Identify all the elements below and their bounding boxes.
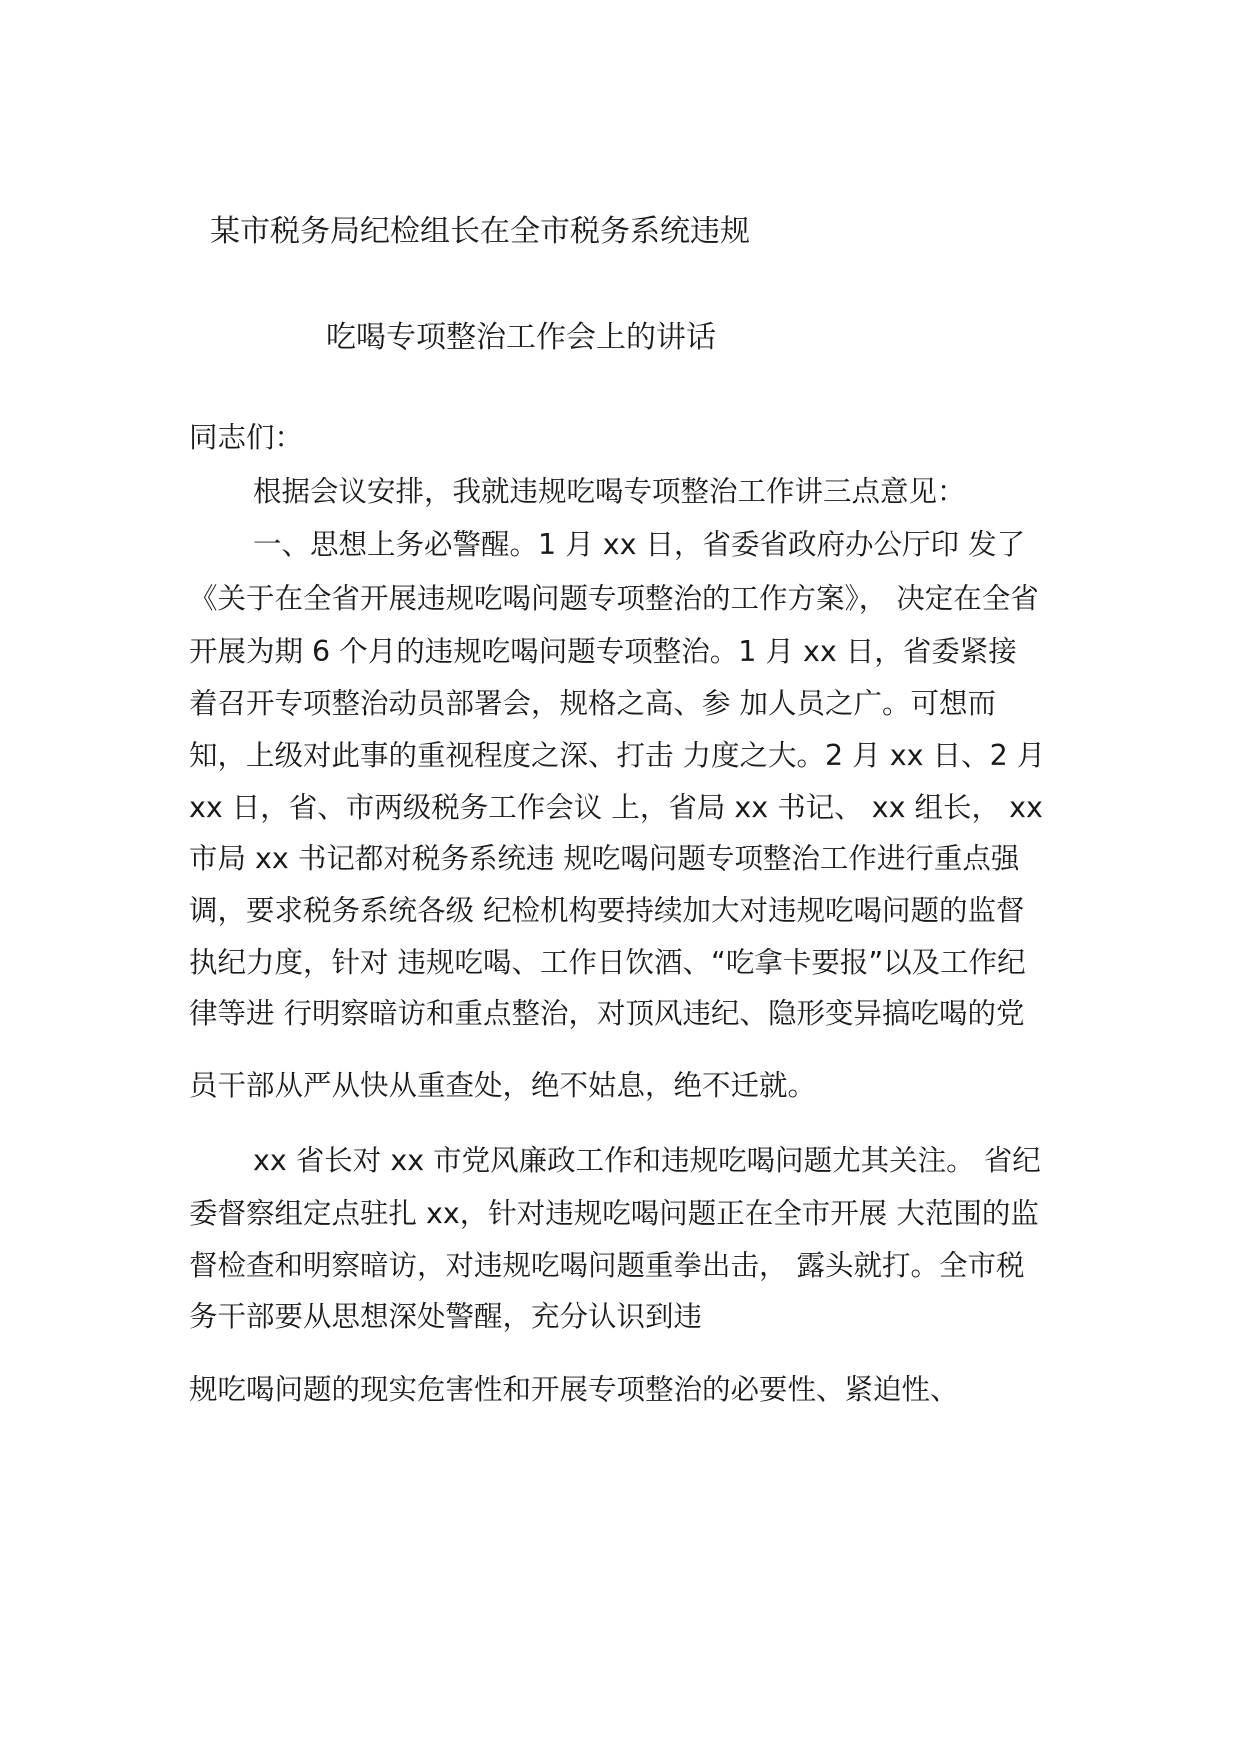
body-line: 委督察组定点驻扎 xx，针对违规吃喝问题正在全市开展 大范围的监 xyxy=(189,1197,1039,1230)
body-line: 着召开专项整治动员部署会，规格之高、参 加人员之广。可想而 xyxy=(189,687,997,720)
body-line: 执纪力度，针对 违规吃喝、工作日饮酒、“吃拿卡要报”以及工作纪 xyxy=(189,946,1026,979)
body-line: 《关于在全省开展违规吃喝问题专项整治的工作方案》， 决定在全省 xyxy=(189,582,1039,615)
body-line: 务干部要从思想深处警醒，充分认识到违 xyxy=(189,1300,703,1333)
body-line: xx 日，省、市两级税务工作会议 上，省局 xx 书记、 xx 组长， xx xyxy=(189,791,1043,824)
body-line: 根据会议安排，我就违规吃喝专项整治工作讲三点意见： xyxy=(253,475,966,508)
body-line: 一、思想上务必警醒。1 月 xx 日，省委省政府办公厅印 发了 xyxy=(253,528,1026,561)
body-line: 知，上级对此事的重视程度之深、打击 力度之大。2 月 xx 日、2 月 xyxy=(189,739,1046,772)
document-title-line-2: 吃喝专项整治工作会上的讲话 xyxy=(326,320,716,355)
salutation: 同志们： xyxy=(189,421,304,454)
body-line: 调，要求税务系统各级 纪检机构要持续加大对违规吃喝问题的监督 xyxy=(189,894,1025,927)
body-line: 开展为期 6 个月的违规吃喝问题专项整治。1 月 xx 日，省委紧接 xyxy=(189,635,1017,668)
body-line: 督检查和明察暗访，对违规吃喝问题重拳出击， 露头就打。全市税 xyxy=(189,1249,1025,1282)
body-line: 市局 xx 书记都对税务系统违 规吃喝问题专项整治工作进行重点强 xyxy=(189,842,1020,875)
body-line: xx 省长对 xx 市党风廉政工作和违规吃喝问题尤其关注。 省纪 xyxy=(253,1144,1041,1177)
body-line: 员干部从严从快从重查处，绝不姑息，绝不迁就。 xyxy=(189,1069,817,1102)
document-title-line-1: 某市税务局纪检组长在全市税务系统违规 xyxy=(210,214,750,249)
body-line: 规吃喝问题的现实危害性和开展专项整治的必要性、紧迫性、 xyxy=(189,1373,959,1406)
body-line: 律等进 行明察暗访和重点整治，对顶风违纪、隐形变异搞吃喝的党 xyxy=(189,997,1025,1030)
